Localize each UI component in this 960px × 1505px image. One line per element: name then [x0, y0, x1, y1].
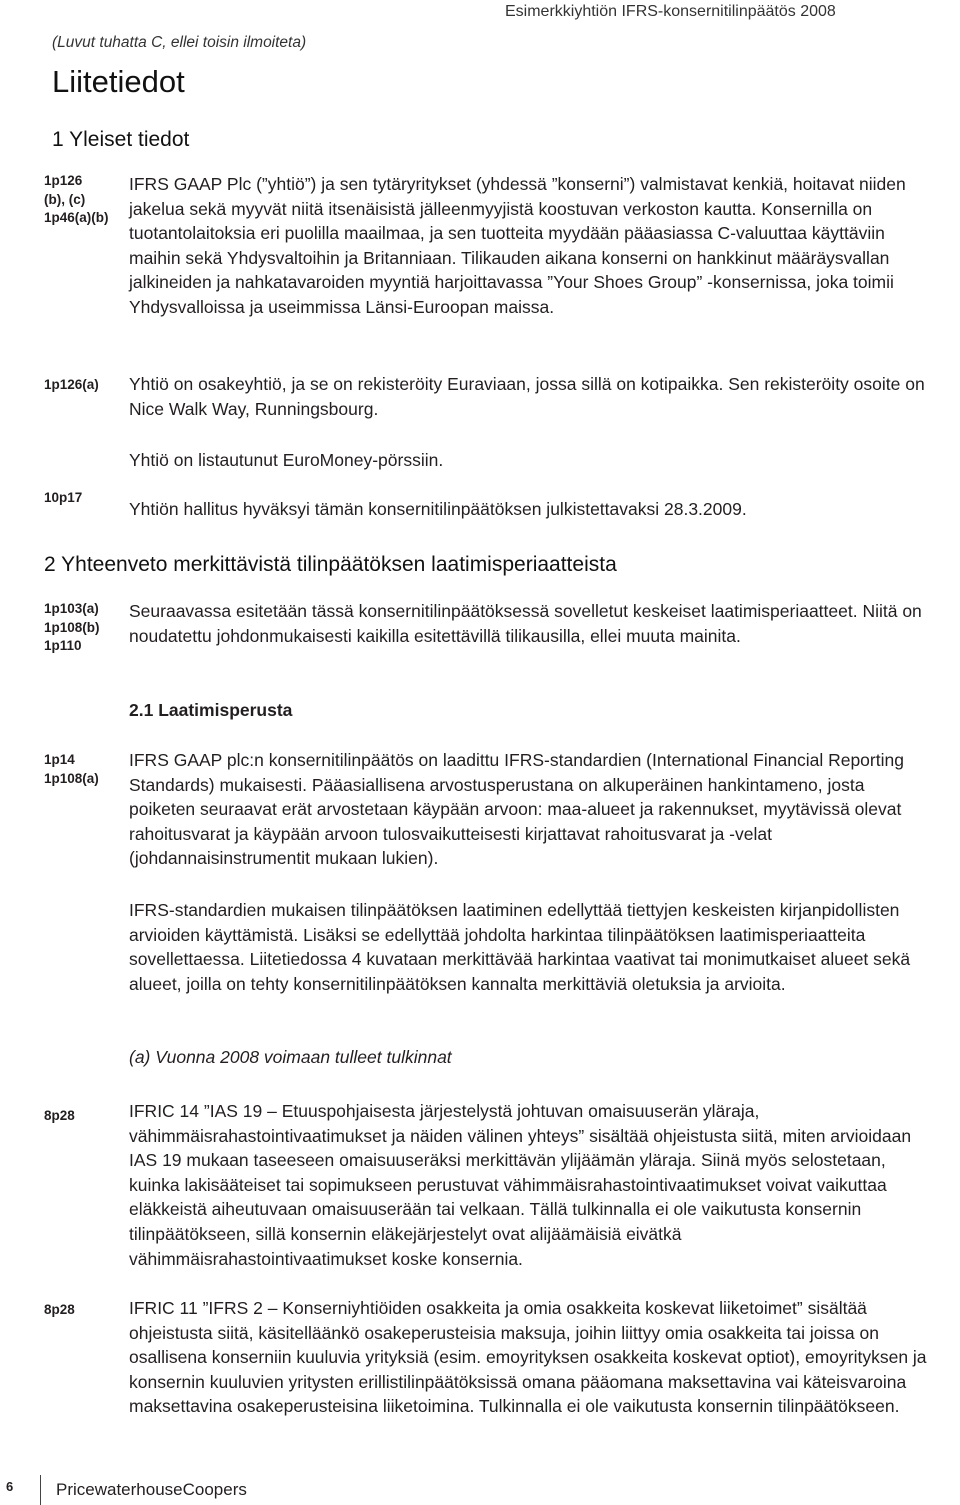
page-number: 6 [6, 1479, 14, 1494]
paragraph: Seuraavassa esitetään tässä konsernitilinpäätöksessä sovelletut keskeiset laatimisperiaatteet. Niitä on noudatettu johdonmukaisesti kaikilla esitettävillä tilikausilla, ellei muuta mainita. [129, 601, 922, 646]
margin-ref: 10p17 [44, 490, 83, 505]
paragraph: IFRS-standardien mukaisen tilinpäätöksen laatiminen edellyttää tiettyjen keskeisten kirjanpidollisten arvioiden käyttämistä. Lisäksi se edellyttää johdolta harkintaa tilinpäätöksen laatimisperiaatteita sovellettaessa. Liitetiedossa 4 kuvataan merkittävää harkintaa vaativat tai monimutkaiset alueet sekä alueet, joilla on tehty konsernitilinpäätöksen kannalta merkittäviä oletuksia ja arvioita. [129, 900, 911, 994]
margin-ref: 8p28 [44, 1302, 75, 1317]
units-note: (Luvut tuhatta C, ellei toisin ilmoiteta) [52, 34, 307, 51]
sub-heading: 2.1 Laatimisperusta [129, 700, 293, 720]
section-1-heading: 1 Yleiset tiedot [52, 128, 190, 151]
paragraph: IFRIC 14 ”IAS 19 – Etuuspohjaisesta järjestelystä johtuvan omaisuuserän yläraja, vähimmäisrahastointivaatimukset ja näiden välinen yhteys” sisältää ohjeistusta siitä, miten arvioidaan IAS 19 mukaan taseeseen omaisuuseräksi merkittävän ylijäämän yläraja. Siinä myös selostetaan, kuinka lakisääteiset tai sopimukseen perustuvat vähimmäisrahastointivaatimukset voivat vaikuttaa eläkkeistä aiheutuvaan omaisuuserään tai velkaan. Tällä tulkinnalla ei ole vaikutusta konsernin tilinpäätökseen, sillä konsernin eläkejärjestelyt ovat alijäämäisiä eivätkä vähimmäisrahastointivaatimukset koske konsernia. [129, 1101, 912, 1269]
margin-ref: 1p126 (b), (c) 1p46(a)(b) [44, 173, 109, 225]
paragraph: Yhtiön hallitus hyväksyi tämän konsernitilinpäätöksen julkistettavaksi 28.3.2009. [129, 499, 747, 519]
brand-name: PricewaterhouseCoopers [56, 1480, 247, 1499]
margin-ref: 1p126(a) [44, 377, 99, 392]
running-header: Esimerkkiyhtiön IFRS-konsernitilinpäätös 2008 [505, 3, 836, 20]
footer-divider [40, 1475, 41, 1505]
paragraph: Yhtiö on listautunut EuroMoney-pörssiin. [129, 450, 444, 470]
paragraph: IFRS GAAP plc:n konsernitilinpäätös on laadittu IFRS-standardien (International Financial Reporting Standards) mukaisesti. Pääasiallisena arvostusperustana on alkuperäinen hankintameno, josta poiketen seuraavat erät arvostetaan käypään arvoon: maa-alueet ja rakennukset, myytävissä olevat rahoitusvarat ja käypään arvoon tulosvaikutteisesti kirjattavat rahoitusvarat ja -velat (johdannaisinstrumentit mukaan lukien). [129, 750, 904, 869]
margin-ref: 8p28 [44, 1108, 75, 1123]
sub-heading-italic: (a) Vuonna 2008 voimaan tulleet tulkinnat [129, 1047, 452, 1067]
paragraph: IFRS GAAP Plc (”yhtiö”) ja sen tytäryritykset (yhdessä ”konserni”) valmistavat kenkiä, hoitavat niiden jakelua sekä myyvät niitä itsenäisistä jälleenmyyjistä koostuvan verkoston kautta. Konsernilla on tuotantolaitoksia eri puolilla maailmaa, ja sen tuotteita myydään pääasiassa C-valuuttaa käyttäviin maihin sekä Yhdysvaltoihin ja Britanniaan. Tilikauden aikana konserni on hankkinut määräysvallan jalkineiden ja nahkatavaroiden myyntiä harjoittavassa ”Your Shoes Group” -konsernissa, joka toimii Yhdysvalloissa ja useimmissa Länsi-Euroopan maissa. [129, 174, 906, 317]
margin-ref: 1p103(a) 1p108(b) 1p110 [44, 601, 100, 653]
page-title: Liitetiedot [52, 64, 185, 99]
paragraph: IFRIC 11 ”IFRS 2 – Konserniyhtiöiden osakkeita ja omia osakkeita koskevat liiketoimet” sisältää ohjeistusta siitä, käsitelläänkö osakeperusteisia maksuja, joihin liittyy omia osakkeita tai joissa on osallisena konserniin kuuluvia yrityksiä (esim. emoyrityksen osakkeita koskevat optiot), emoyrityksen ja konsernin kuuluvien yritysten erillistilinpäätöksissä omana pääomana maksettavina vai käteisvaroina maksettavina osakeperusteisina liiketoimina. Tulkinnalla ei ole vaikutusta konsernin tilinpäätökseen. [129, 1298, 927, 1417]
margin-ref: 1p14 1p108(a) [44, 752, 99, 786]
paragraph: Yhtiö on osakeyhtiö, ja se on rekisteröity Euraviaan, jossa sillä on kotipaikka. Sen rekisteröity osoite on Nice Walk Way, Runningsbourg. [129, 374, 925, 419]
section-2-heading: 2 Yhteenveto merkittävistä tilinpäätöksen laatimisperiaatteista [44, 553, 617, 576]
